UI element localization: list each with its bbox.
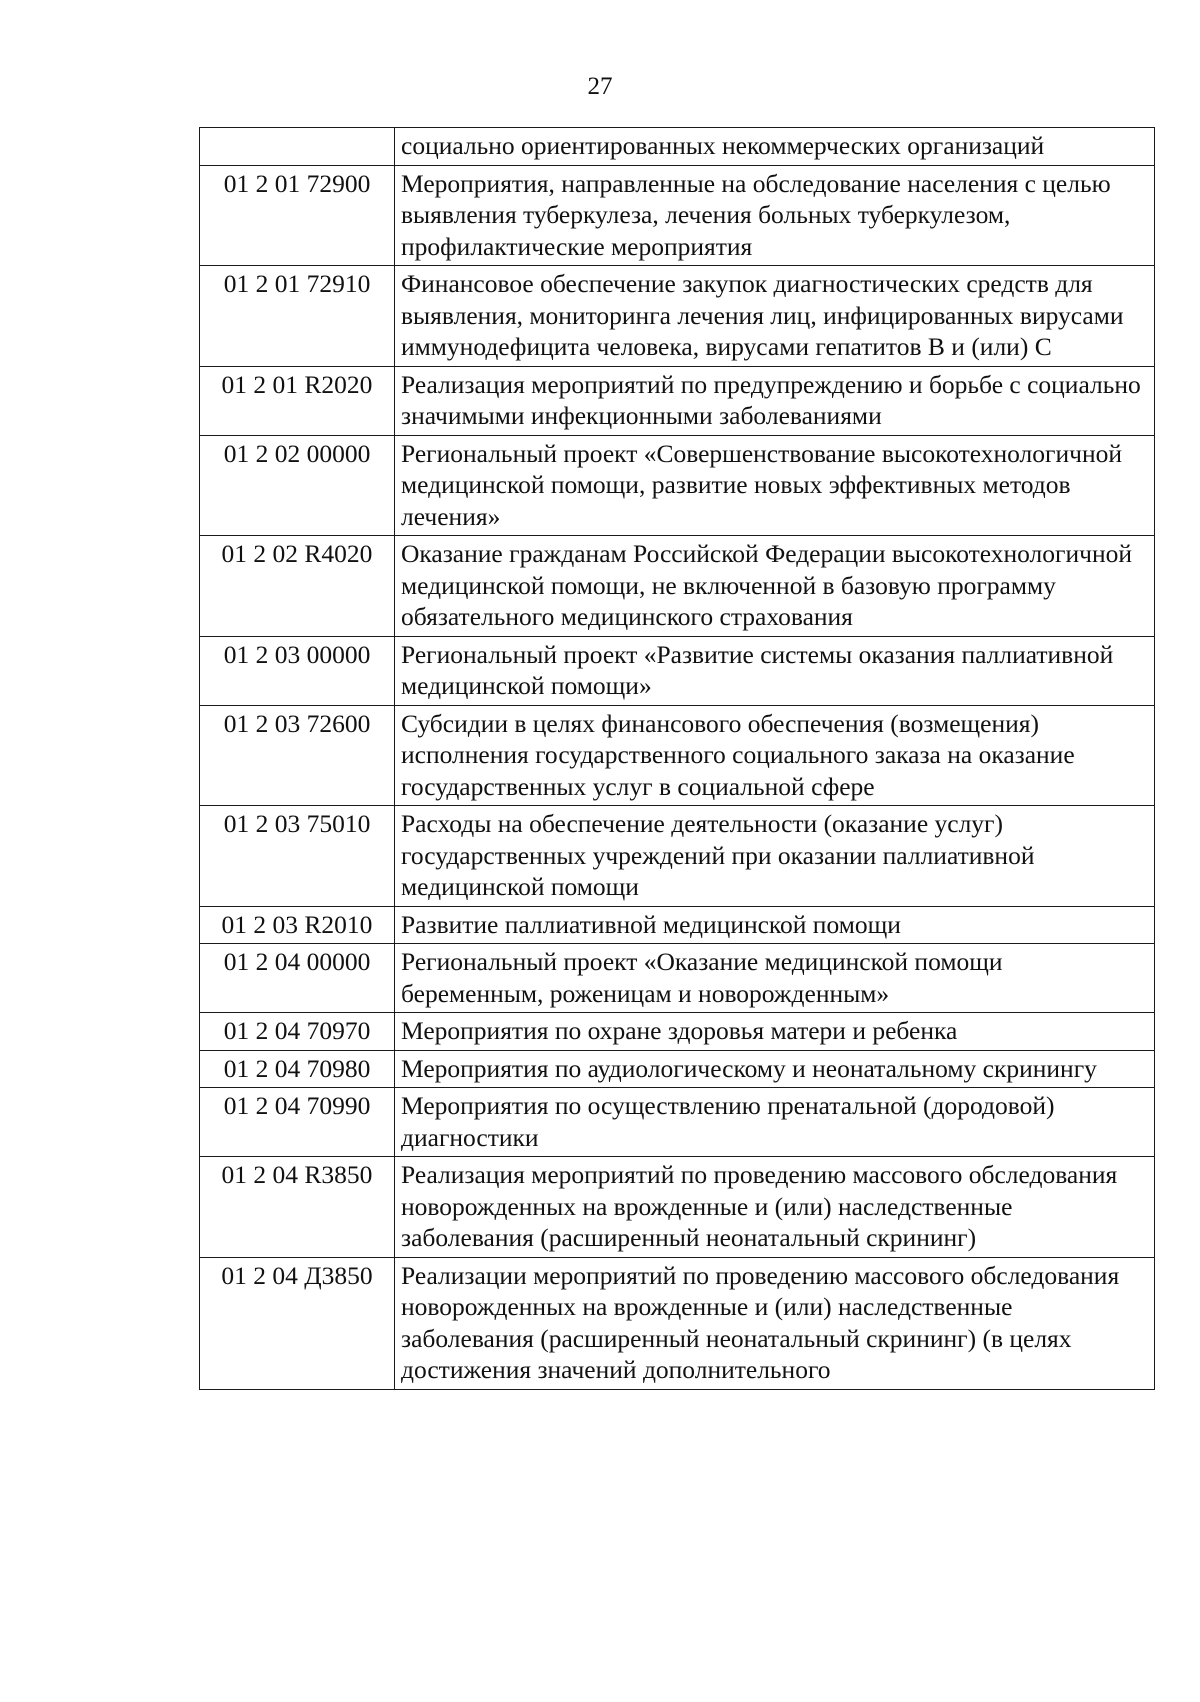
row-code: 01 2 04 00000 bbox=[200, 944, 395, 1013]
table-row bbox=[200, 906, 1155, 944]
table-row bbox=[200, 806, 1155, 907]
row-code: 01 2 04 70970 bbox=[200, 1013, 395, 1051]
budget-classification-table bbox=[199, 127, 1155, 1390]
table-row bbox=[200, 435, 1155, 536]
row-description: Оказание гражданам Российской Федерации высокотехнологичной медицинской помощи, не включенной в базовую программу обязательного медицинского страхования bbox=[395, 536, 1155, 637]
row-description: социально ориентированных некоммерческих организаций bbox=[395, 128, 1155, 166]
table-row bbox=[200, 536, 1155, 637]
table-row bbox=[200, 266, 1155, 367]
row-description: Мероприятия, направленные на обследование населения с целью выявления туберкулеза, лечения больных туберкулезом, профилактические мероприятия bbox=[395, 165, 1155, 266]
row-description: Развитие паллиативной медицинской помощи bbox=[395, 906, 1155, 944]
row-description: Реализация мероприятий по предупреждению и борьбе с социально значимыми инфекционными заболеваниями bbox=[395, 366, 1155, 435]
row-description: Расходы на обеспечение деятельности (оказание услуг) государственных учреждений при оказании паллиативной медицинской помощи bbox=[395, 806, 1155, 907]
row-description: Финансовое обеспечение закупок диагностических средств для выявления, мониторинга лечения лиц, инфицированных вирусами иммунодефицита человека, вирусами гепатитов В и (или) С bbox=[395, 266, 1155, 367]
row-code: 01 2 04 Д3850 bbox=[200, 1257, 395, 1389]
row-code: 01 2 03 00000 bbox=[200, 636, 395, 705]
table-row bbox=[200, 366, 1155, 435]
table-row bbox=[200, 1013, 1155, 1051]
row-code: 01 2 04 70980 bbox=[200, 1050, 395, 1088]
row-description: Субсидии в целях финансового обеспечения (возмещения) исполнения государственного социального заказа на оказание государственных услуг в социальной сфере bbox=[395, 705, 1155, 806]
table-row bbox=[200, 165, 1155, 266]
row-code: 01 2 04 70990 bbox=[200, 1088, 395, 1157]
row-code: 01 2 01 R2020 bbox=[200, 366, 395, 435]
table-row bbox=[200, 1050, 1155, 1088]
table-row bbox=[200, 128, 1155, 166]
row-description: Региональный проект «Развитие системы оказания паллиативной медицинской помощи» bbox=[395, 636, 1155, 705]
table-row bbox=[200, 1157, 1155, 1258]
row-code: 01 2 04 R3850 bbox=[200, 1157, 395, 1258]
row-description: Реализация мероприятий по проведению массового обследования новорожденных на врожденные и (или) наследственные заболевания (расширенный неонатальный скрининг) bbox=[395, 1157, 1155, 1258]
table-row bbox=[200, 944, 1155, 1013]
row-code: 01 2 03 R2010 bbox=[200, 906, 395, 944]
row-description: Мероприятия по охране здоровья матери и ребенка bbox=[395, 1013, 1155, 1051]
row-code: 01 2 03 75010 bbox=[200, 806, 395, 907]
row-code: 01 2 01 72910 bbox=[200, 266, 395, 367]
row-description: Мероприятия по аудиологическому и неонатальному скринингу bbox=[395, 1050, 1155, 1088]
page-number: 27 bbox=[587, 73, 613, 100]
row-code bbox=[200, 128, 395, 166]
row-code: 01 2 02 R4020 bbox=[200, 536, 395, 637]
row-description: Реализации мероприятий по проведению массового обследования новорожденных на врожденные и (или) наследственные заболевания (расширенный неонатальный скрининг) (в целях достижения значений дополнительного bbox=[395, 1257, 1155, 1389]
row-code: 01 2 01 72900 bbox=[200, 165, 395, 266]
row-description: Мероприятия по осуществлению пренатальной (дородовой) диагностики bbox=[395, 1088, 1155, 1157]
table-row bbox=[200, 1088, 1155, 1157]
row-code: 01 2 03 72600 bbox=[200, 705, 395, 806]
table-row bbox=[200, 636, 1155, 705]
row-code: 01 2 02 00000 bbox=[200, 435, 395, 536]
table-row bbox=[200, 1257, 1155, 1389]
table-row bbox=[200, 705, 1155, 806]
row-description: Региональный проект «Совершенствование высокотехнологичной медицинской помощи, развитие новых эффективных методов лечения» bbox=[395, 435, 1155, 536]
row-description: Региональный проект «Оказание медицинской помощи беременным, роженицам и новорожденным» bbox=[395, 944, 1155, 1013]
